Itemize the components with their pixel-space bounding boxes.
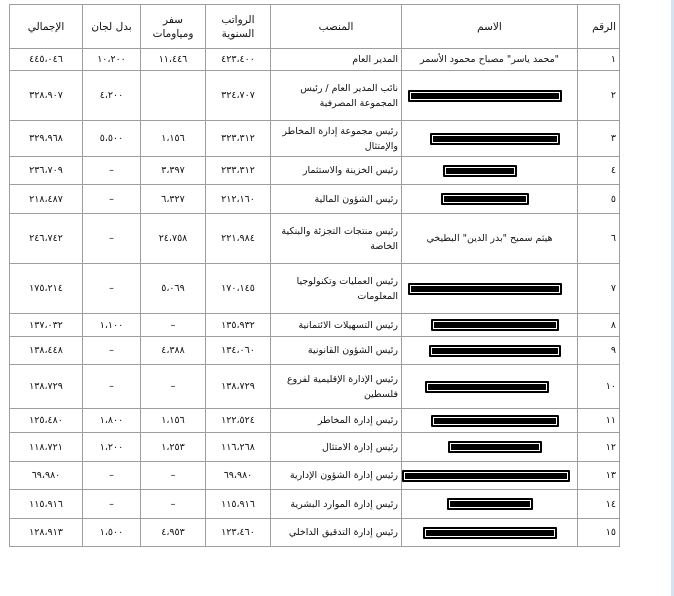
redaction-bar — [423, 527, 557, 539]
travel-allowance: ١،٢٥٣ — [141, 433, 206, 462]
header-total: الإجمالي — [10, 5, 83, 49]
total-compensation: ١٣٧،٠٣٢ — [10, 314, 83, 337]
position-title: رئيس التسهيلات الائتمانية — [271, 314, 402, 337]
travel-allowance — [141, 71, 206, 121]
header-number: الرقم — [578, 5, 620, 49]
annual-salary: ١٣٥،٩٣٢ — [206, 314, 271, 337]
row-number: ١١ — [578, 409, 620, 433]
employee-name — [402, 71, 578, 121]
position-title: المدير العام — [271, 49, 402, 71]
position-title: رئيس منتجات التجزئة والبنكية الخاصة — [271, 214, 402, 264]
position-title: رئيس الشؤون القانونية — [271, 337, 402, 365]
row-number: ٦ — [578, 214, 620, 264]
total-compensation: ٦٩،٩٨٠ — [10, 462, 83, 490]
travel-allowance: – — [141, 462, 206, 490]
table-row — [10, 490, 620, 519]
annual-salary: ١١٥،٩١٦ — [206, 490, 271, 519]
committee-allowance: – — [83, 185, 141, 214]
annual-salary: ٢٣٣،٣١٢ — [206, 157, 271, 185]
travel-allowance: ٤،٩٥٣ — [141, 519, 206, 547]
header-annual-salaries: الرواتب السنوية — [206, 5, 271, 49]
annual-salary: ٢١٢،١٦٠ — [206, 185, 271, 214]
row-number: ١٢ — [578, 433, 620, 462]
table-row — [10, 337, 620, 365]
total-compensation: ١٢٨،٩١٣ — [10, 519, 83, 547]
table-row — [10, 519, 620, 547]
table-row — [10, 71, 620, 121]
row-number: ٢ — [578, 71, 620, 121]
position-title: رئيس إدارة الموارد البشرية — [271, 490, 402, 519]
committee-allowance: – — [83, 365, 141, 409]
committee-allowance: ١،٥٠٠ — [83, 519, 141, 547]
redaction-bar — [425, 381, 549, 393]
annual-salary: ٢٢١،٩٨٤ — [206, 214, 271, 264]
employee-name — [402, 519, 578, 547]
employee-name — [402, 462, 578, 490]
table-row — [10, 185, 620, 214]
redaction-bar — [429, 345, 561, 357]
redaction-bar — [402, 470, 570, 482]
header-row — [10, 5, 620, 49]
travel-allowance: ٥،٠٦٩ — [141, 264, 206, 314]
total-compensation: ٢٤٦،٧٤٢ — [10, 214, 83, 264]
travel-allowance: ١،١٥٦ — [141, 409, 206, 433]
redaction-bar — [448, 441, 542, 453]
committee-allowance: ١،٢٠٠ — [83, 433, 141, 462]
row-number: ٥ — [578, 185, 620, 214]
redaction-bar — [443, 165, 517, 177]
travel-allowance: ١١،٤٤٦ — [141, 49, 206, 71]
employee-name — [402, 409, 578, 433]
row-number: ١ — [578, 49, 620, 71]
table-row — [10, 121, 620, 157]
travel-allowance: – — [141, 490, 206, 519]
position-title: رئيس الخزينة والاستثمار — [271, 157, 402, 185]
employee-name — [402, 49, 578, 71]
employee-name — [402, 214, 578, 264]
annual-salary: ١٣٤،٠٦٠ — [206, 337, 271, 365]
position-title: رئيس مجموعة إدارة المخاطر والإمتثال — [271, 121, 402, 157]
row-number: ٤ — [578, 157, 620, 185]
employee-name — [402, 490, 578, 519]
redaction-bar — [431, 415, 559, 427]
committee-allowance: ٥،٥٠٠ — [83, 121, 141, 157]
header-travel: سفر ومياومات — [141, 5, 206, 49]
redaction-bar — [430, 133, 560, 145]
committee-allowance: ١،١٠٠ — [83, 314, 141, 337]
travel-allowance: ٢٤،٧٥٨ — [141, 214, 206, 264]
annual-salary: ١١٦،٢٦٨ — [206, 433, 271, 462]
position-title: رئيس إدارة التدقيق الداخلي — [271, 519, 402, 547]
employee-name — [402, 365, 578, 409]
annual-salary: ٣٢٣،٣١٢ — [206, 121, 271, 157]
row-number: ١٣ — [578, 462, 620, 490]
header-committees: بدل لجان — [83, 5, 141, 49]
table-row — [10, 157, 620, 185]
position-title: رئيس الإدارة الإقليمية لفروع فلسطين — [271, 365, 402, 409]
table-row — [10, 433, 620, 462]
position-title: رئيس العمليات وتكنولوجيا المعلومات — [271, 264, 402, 314]
committee-allowance: – — [83, 462, 141, 490]
total-compensation: ١٣٨،٧٢٩ — [10, 365, 83, 409]
executive-compensation-table — [9, 4, 620, 547]
annual-salary: ١٢٢،٥٢٤ — [206, 409, 271, 433]
row-number: ٨ — [578, 314, 620, 337]
header-name: الاسم — [402, 5, 578, 49]
table-row — [10, 264, 620, 314]
table-row — [10, 365, 620, 409]
committee-allowance: ١،٨٠٠ — [83, 409, 141, 433]
table-row — [10, 409, 620, 433]
employee-name — [402, 157, 578, 185]
redaction-bar — [431, 319, 559, 331]
row-number: ١٤ — [578, 490, 620, 519]
table-row — [10, 49, 620, 71]
employee-name-text: "محمد ياسر" مصباح محمود الأسمر — [419, 54, 560, 65]
travel-allowance: – — [141, 365, 206, 409]
table-row — [10, 314, 620, 337]
committee-allowance: – — [83, 337, 141, 365]
committee-allowance: ٤،٢٠٠ — [83, 71, 141, 121]
row-number: ١٥ — [578, 519, 620, 547]
total-compensation: ٣٢٨،٩٠٧ — [10, 71, 83, 121]
annual-salary: ٦٩،٩٨٠ — [206, 462, 271, 490]
committee-allowance: – — [83, 490, 141, 519]
travel-allowance: – — [141, 314, 206, 337]
total-compensation: ١١٨،٧٢١ — [10, 433, 83, 462]
redaction-bar — [447, 498, 533, 510]
row-number: ٧ — [578, 264, 620, 314]
travel-allowance: ٤،٣٨٨ — [141, 337, 206, 365]
position-title: رئيس الشؤون المالية — [271, 185, 402, 214]
committee-allowance: – — [83, 157, 141, 185]
total-compensation: ٢١٨،٤٨٧ — [10, 185, 83, 214]
row-number: ٣ — [578, 121, 620, 157]
employee-name — [402, 185, 578, 214]
employee-name — [402, 264, 578, 314]
travel-allowance: ٣،٣٩٧ — [141, 157, 206, 185]
redaction-bar — [441, 193, 529, 205]
total-compensation: ١٧٥،٢١٤ — [10, 264, 83, 314]
redaction-bar — [408, 90, 562, 102]
redaction-bar — [408, 283, 562, 295]
annual-salary: ٤٢٣،٤٠٠ — [206, 49, 271, 71]
total-compensation: ١٣٨،٤٤٨ — [10, 337, 83, 365]
total-compensation: ١٢٥،٤٨٠ — [10, 409, 83, 433]
position-title: رئيس إدارة الشؤون الإدارية — [271, 462, 402, 490]
table-body — [10, 49, 620, 547]
position-title: رئيس إدارة المخاطر — [271, 409, 402, 433]
row-number: ٩ — [578, 337, 620, 365]
total-compensation: ٤٤٥،٠٤٦ — [10, 49, 83, 71]
position-title: نائب المدير العام / رئيس المجموعة المصرفية — [271, 71, 402, 121]
position-title: رئيس إدارة الامتثال — [271, 433, 402, 462]
annual-salary: ١٣٨،٧٢٩ — [206, 365, 271, 409]
travel-allowance: ١،١٥٦ — [141, 121, 206, 157]
table-row — [10, 462, 620, 490]
committee-allowance: – — [83, 264, 141, 314]
committee-allowance: – — [83, 214, 141, 264]
total-compensation: ٢٣٦،٧٠٩ — [10, 157, 83, 185]
table-row — [10, 214, 620, 264]
annual-salary: ٣٢٤،٧٠٧ — [206, 71, 271, 121]
annual-salary: ١٢٣،٤٦٠ — [206, 519, 271, 547]
committee-allowance: ١٠،٢٠٠ — [83, 49, 141, 71]
header-position: المنصب — [271, 5, 402, 49]
employee-name — [402, 433, 578, 462]
total-compensation: ١١٥،٩١٦ — [10, 490, 83, 519]
travel-allowance: ٦،٣٢٧ — [141, 185, 206, 214]
annual-salary: ١٧٠،١٤٥ — [206, 264, 271, 314]
total-compensation: ٣٢٩،٩٦٨ — [10, 121, 83, 157]
row-number: ١٠ — [578, 365, 620, 409]
employee-name — [402, 337, 578, 365]
employee-name — [402, 314, 578, 337]
employee-name-text: هيثم سميح "بدر الدين" البطيخي — [426, 233, 553, 244]
employee-name — [402, 121, 578, 157]
